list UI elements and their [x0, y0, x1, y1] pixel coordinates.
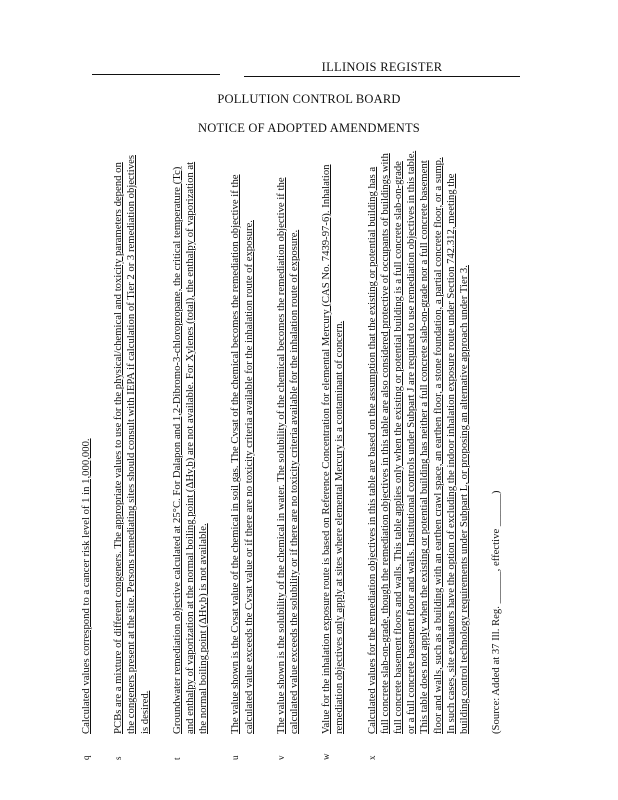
footnote: [229, 150, 255, 760]
footnote-marker: q: [81, 755, 91, 760]
footnote-marker: x: [366, 755, 377, 760]
footnote-text: The value shown is the Cvsat value of the chemical in soil gas. The Cvsat of the chemical becomes the remediation objective if the calculated value exceeds the Cvsat value or if there are no toxicity criteria available for the inhalation route of exposure.: [229, 174, 255, 734]
footnote-text: Calculated values correspond to a cancer risk level of 1 in 1,000,000.: [80, 438, 92, 734]
page-header: [0, 0, 618, 140]
footnote: [320, 150, 346, 760]
rotated-footnotes: [80, 150, 550, 760]
footnote-text: The value shown is the solubility of the chemical in water. The solubility of the chemical becomes the remediation objective if the calculated value exceeds the solubility or if there are no toxicity criteria available for the inhalation route of exposure.: [274, 177, 301, 734]
footnote-marker: v: [275, 755, 286, 760]
footnote: [112, 150, 152, 760]
header-rule: [244, 76, 520, 77]
board-title: POLLUTION CONTROL BOARD: [217, 92, 401, 106]
footnote-marker: w: [321, 753, 332, 760]
footnote-marker: u: [230, 755, 241, 760]
footnote-marker: t: [171, 757, 182, 760]
register-title: ILLINOIS REGISTER: [321, 60, 443, 74]
footnote-text: Value for the inhalation exposure route is based on Reference Concentration for elemental Mercury (CAS No. 7439-97-6). Inhalation remediation objectives only apply at sites where elemental Mercury is a contaminant of concern.: [320, 164, 346, 734]
footnote: [80, 150, 93, 760]
footnote: [171, 150, 211, 760]
source-citation: (Source: Added at 37 Ill. Reg. ______, effective ______): [490, 490, 503, 734]
footnote-marker: s: [113, 756, 124, 760]
footnote: [275, 150, 301, 760]
footnote-text: Calculated values for the remediation objectives in this table are based on the assumption that the existing or potential building has a full concrete slab-on-grade, though the remediation objectives in this table are also considered protective of occupants of buildings with full concrete basement floors and walls. This table applies only when the existing or potential building is a full concrete slab-on-grade or a full concrete basement floor and walls. Institutional controls under Subpart J are required to use remediation objectives in this table. This table does not apply when the existing or potential building has neither a full concrete slab-on-grade nor a full concrete basement floor and walls, such as a building with an earthen crawl space, an earthen floor, a stone foundation, a partial concrete floor, or a sump. In such cases, site evaluators have the option of excluding the indoor inhalation exposure route under Section 742.312, meeting the building control technology requirements under Subpart L, or proposing an alternative approach under Tier 3.: [365, 150, 471, 734]
notice-title: NOTICE OF ADOPTED AMENDMENTS: [198, 121, 420, 135]
header-left-rule: [92, 74, 220, 75]
footnote-text: Groundwater remediation objective calculated at 25°C. For Dalapon and 1,2-Dibromo-3-chloropropane, the critical temperature (Tc) and enthalpy of vaporization at the normal boiling point (ΔHv,b) are not available. For Xylenes (total), the enthalpy of vaporization at the normal boiling point (ΔHv,b) is not available.: [170, 161, 210, 734]
footnote-text: PCBs are a mixture of different congeners. The appropriate values to use for the physical/chemical and toxicity parameters depend on the congeners present at the site. Persons remediating sites should consult with IEPA if calculation of Tier 2 or 3 remediation objectives is desired.: [112, 155, 151, 734]
footnote: [366, 150, 472, 760]
